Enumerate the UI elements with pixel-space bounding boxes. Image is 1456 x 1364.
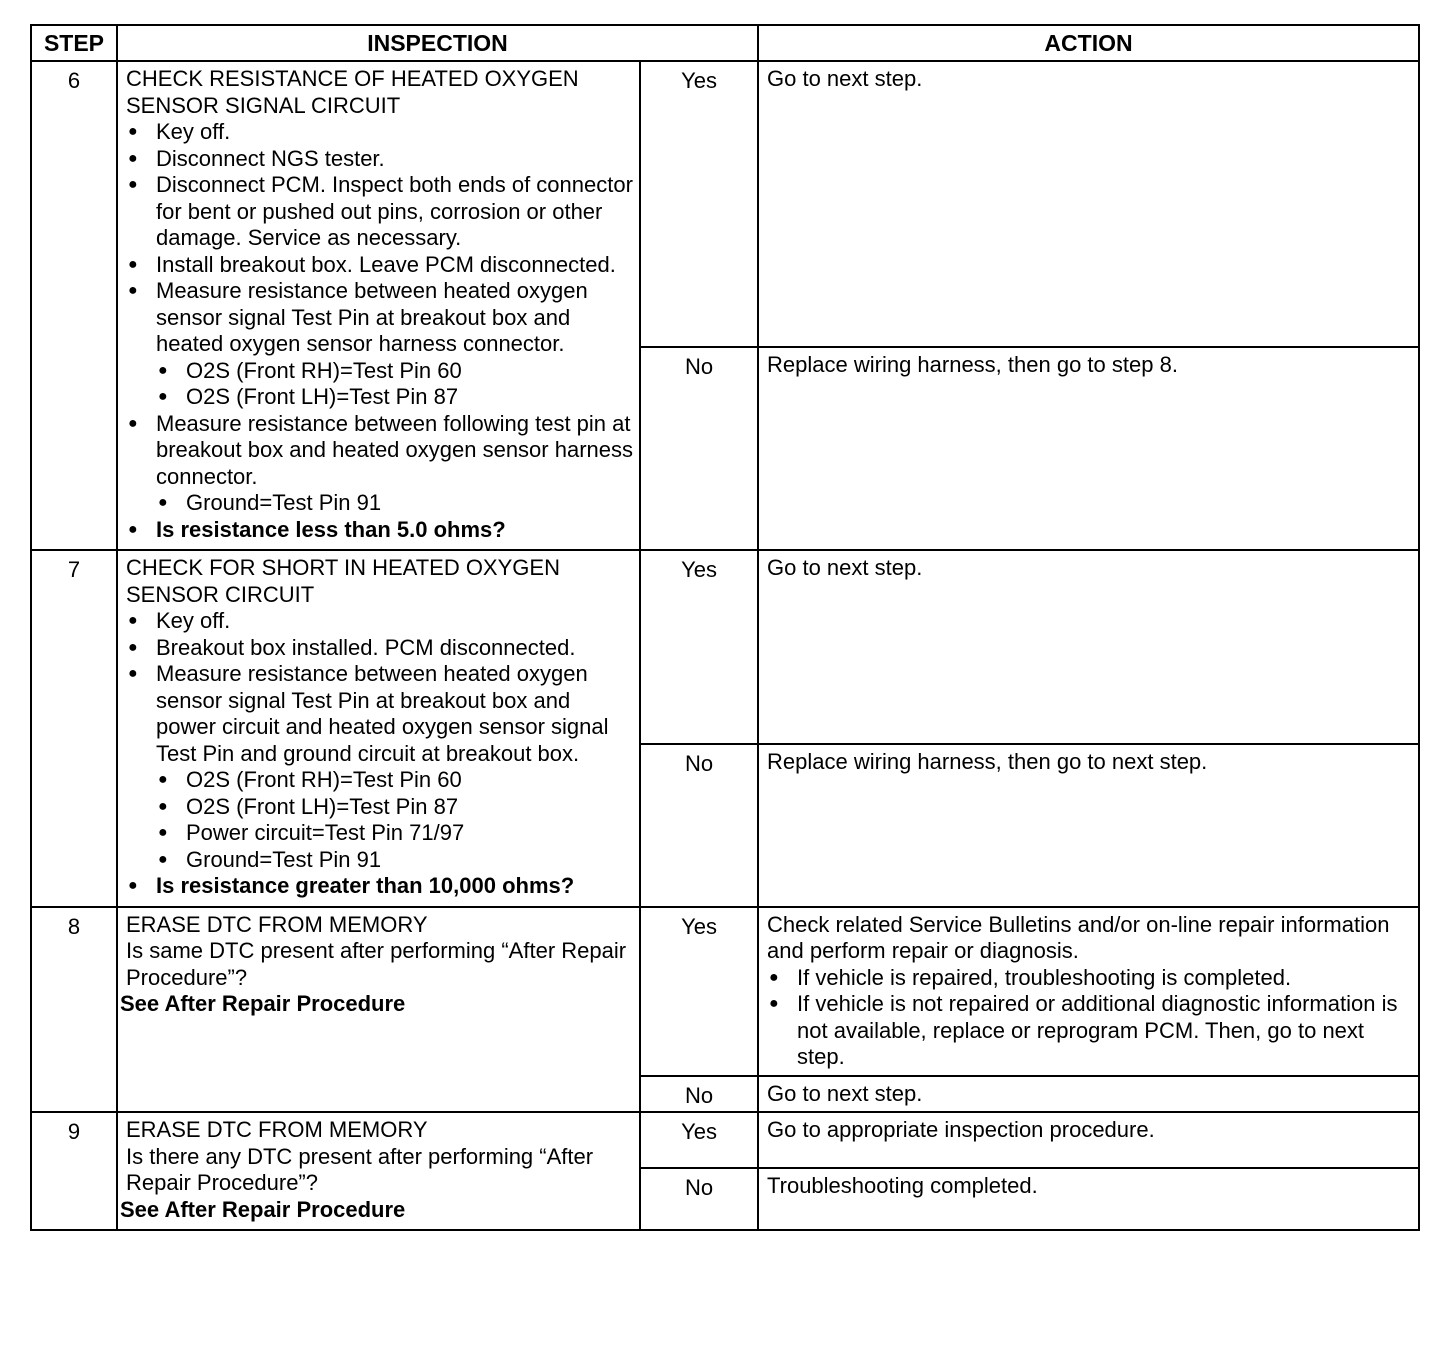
- list-item: ● Disconnect NGS tester.: [126, 146, 633, 173]
- sub-list-item: ● Power circuit=Test Pin 71/97: [156, 820, 633, 847]
- yes-label: Yes: [640, 550, 758, 744]
- sub-list-item: ● Ground=Test Pin 91: [156, 490, 633, 517]
- sub-list-item: ● O2S (Front LH)=Test Pin 87: [156, 384, 633, 411]
- step-9-inspection: [117, 1112, 640, 1230]
- no-label: No: [640, 744, 758, 907]
- list-item: ● Key off.: [126, 608, 633, 635]
- header-row: [31, 25, 1419, 61]
- yes-action-bullets: [767, 965, 1410, 1071]
- header-action: ACTION: [758, 25, 1419, 61]
- step-title: CHECK RESISTANCE OF HEATED OXYGEN SENSOR SIGNAL CIRCUIT: [126, 66, 579, 118]
- step-7-bullets: [126, 608, 633, 900]
- diagnostic-table: [30, 24, 1420, 1231]
- no-action: Replace wiring harness, then go to next step.: [758, 744, 1419, 907]
- list-item: ● Install breakout box. Leave PCM disconnected.: [126, 252, 633, 279]
- step-6-bullets: [126, 119, 633, 543]
- list-item: ● If vehicle is not repaired or additional diagnostic information is not available, replace or reprogram PCM. Then, go to next step.: [767, 991, 1410, 1071]
- step-6-yes-row: [31, 61, 1419, 347]
- no-label: No: [640, 1168, 758, 1230]
- yes-action: Check related Service Bulletins and/or on-line repair information and perform repair or diagnosis.: [767, 911, 1390, 963]
- list-item: [126, 411, 633, 517]
- question: ● Is resistance less than 5.0 ohms?: [126, 517, 633, 544]
- step-8-yes-row: [31, 907, 1419, 1076]
- no-label: No: [640, 1076, 758, 1113]
- no-action: Troubleshooting completed.: [758, 1168, 1419, 1230]
- sub-list-item: ● O2S (Front RH)=Test Pin 60: [156, 358, 633, 385]
- step-9-yes-row: [31, 1112, 1419, 1168]
- yes-label: Yes: [640, 1112, 758, 1168]
- step-title: CHECK FOR SHORT IN HEATED OXYGEN SENSOR CIRCUIT: [126, 555, 560, 607]
- yes-label: Yes: [640, 907, 758, 1076]
- step-number: 7: [31, 550, 117, 907]
- step-number: 8: [31, 907, 117, 1113]
- no-label: No: [640, 347, 758, 550]
- see-reference: See After Repair Procedure: [120, 1196, 406, 1222]
- diagnostic-table-container: [30, 24, 1418, 1231]
- list-item: ● Breakout box installed. PCM disconnected.: [126, 635, 633, 662]
- step-6-inspection: [117, 61, 640, 550]
- list-item-text: Measure resistance between heated oxygen sensor signal Test Pin at breakout box and heated oxygen sensor harness connector.: [156, 278, 588, 356]
- sub-list: [156, 767, 633, 873]
- list-item: [126, 278, 633, 411]
- step-title: ERASE DTC FROM MEMORY: [126, 911, 428, 937]
- list-item: ● Disconnect PCM. Inspect both ends of connector for bent or pushed out pins, corrosion or other damage. Service as necessary.: [126, 172, 633, 252]
- sub-list-item: ● O2S (Front LH)=Test Pin 87: [156, 794, 633, 821]
- step-question: Is there any DTC present after performing “After Repair Procedure”?: [126, 1143, 594, 1195]
- see-reference: See After Repair Procedure: [120, 991, 406, 1016]
- step-number: 9: [31, 1112, 117, 1230]
- yes-action: Go to next step.: [758, 61, 1419, 347]
- step-title: ERASE DTC FROM MEMORY: [126, 1117, 428, 1142]
- sub-list: [156, 358, 633, 411]
- step-7-yes-row: [31, 550, 1419, 744]
- step-8-inspection: [117, 907, 640, 1113]
- yes-action: Go to appropriate inspection procedure.: [758, 1112, 1419, 1168]
- step-question: Is same DTC present after performing “After Repair Procedure”?: [126, 938, 627, 990]
- step-7-inspection: [117, 550, 640, 907]
- list-item: [126, 661, 633, 873]
- question: ● Is resistance greater than 10,000 ohms?: [126, 873, 633, 900]
- yes-action: Go to next step.: [758, 550, 1419, 744]
- no-action: Replace wiring harness, then go to step 8.: [758, 347, 1419, 550]
- sub-list-item: ● O2S (Front RH)=Test Pin 60: [156, 767, 633, 794]
- list-item: ● If vehicle is repaired, troubleshooting is completed.: [767, 965, 1410, 992]
- step-number: 6: [31, 61, 117, 550]
- list-item-text: Measure resistance between heated oxygen sensor signal Test Pin at breakout box and power circuit and heated oxygen sensor signal Test Pin and ground circuit at breakout box.: [156, 661, 609, 766]
- list-item-text: Measure resistance between following test pin at breakout box and heated oxygen sensor harness connector.: [156, 410, 633, 489]
- sub-list: [156, 490, 633, 517]
- no-action: Go to next step.: [758, 1076, 1419, 1113]
- list-item: ● Key off.: [126, 119, 633, 146]
- header-inspection: INSPECTION: [117, 25, 758, 61]
- yes-action-cell: [758, 907, 1419, 1076]
- yes-label: Yes: [640, 61, 758, 347]
- header-step: STEP: [31, 25, 117, 61]
- sub-list-item: ● Ground=Test Pin 91: [156, 847, 633, 874]
